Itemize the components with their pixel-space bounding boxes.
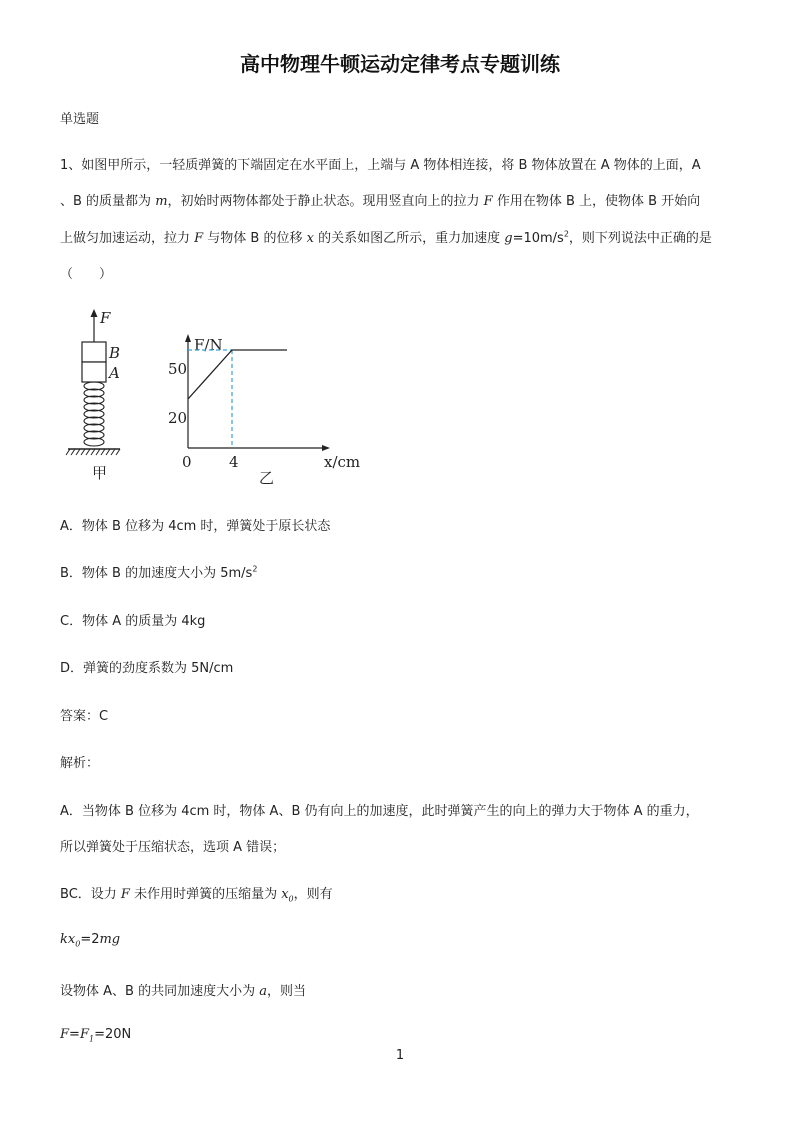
q-text: 、B 的质量都为 — [60, 194, 156, 209]
x-tick-0: 0 — [182, 453, 192, 471]
option-a: A．物体 B 位移为 4cm 时，弹簧处于原长状态 — [60, 519, 331, 534]
accel-var-a: a — [259, 984, 267, 999]
eq1-mid: =2 — [80, 932, 100, 947]
force-label: F — [100, 309, 111, 327]
page-title: 高中物理牛顿运动定律考点专题训练 — [240, 52, 560, 76]
block-a — [82, 362, 106, 382]
y-axis-label: F/N — [194, 336, 223, 354]
q-var-x: x — [306, 231, 314, 246]
eq2-F1: F — [79, 1027, 89, 1042]
q-var-m: m — [155, 194, 168, 209]
option-b-sup: 2 — [252, 564, 258, 574]
eq2-val: =20N — [94, 1027, 132, 1042]
bc-var-F: F — [120, 887, 130, 902]
bc-text: ，则有 — [293, 887, 333, 902]
question-line-3 — [60, 227, 712, 246]
analysis-a-line-1: A．当物体 B 位移为 4cm 时，物体 A、B 仍有向上的加速度，此时弹簧产生的向上的弹力大于物体 A 的重力， — [60, 804, 699, 819]
q-text: 与物体 B 的位移 — [203, 231, 307, 246]
q-text: 的关系如图乙所示，重力加速度 — [313, 231, 505, 246]
eq2-eq: = — [69, 1027, 80, 1042]
bc-text: BC．设力 — [60, 887, 121, 902]
force-displacement-line — [188, 350, 287, 399]
force-arrow-head — [91, 309, 98, 317]
bc-text: 未作用时弹簧的压缩量为 — [129, 887, 282, 902]
block-b-label: B — [109, 344, 121, 362]
q-var-F: F — [483, 194, 493, 209]
caption-yi: 乙 — [259, 469, 275, 487]
eq1-sub: 0 — [75, 939, 81, 949]
analysis-accel — [60, 980, 306, 999]
question-line-1: 1、如图甲所示，一轻质弹簧的下端固定在水平面上，上端与 A 物体相连接，将 B 物体放置在 A 物体的上面，A — [60, 158, 701, 173]
section-heading: 单选题 — [60, 112, 100, 127]
q-text: ，初始时两物体都处于静止状态。现用竖直向上的拉力 — [167, 194, 484, 209]
y-tick-20: 20 — [168, 409, 188, 427]
bc-var-x: x — [281, 887, 289, 902]
y-axis-arrow — [185, 334, 191, 342]
ground-hatch — [66, 449, 120, 455]
block-b — [82, 342, 106, 362]
bc-sub: 0 — [288, 894, 294, 904]
eq2-sub: 1 — [88, 1034, 95, 1044]
question-line-2 — [60, 190, 700, 209]
spring — [84, 382, 104, 446]
option-b — [60, 562, 257, 581]
option-b-text: B．物体 B 的加速度大小为 5m/s — [60, 566, 253, 581]
analysis-label: 解析： — [60, 756, 100, 771]
block-a-label: A — [109, 364, 120, 382]
analysis-a-line-2: 所以弹簧处于压缩状态，选项 A 错误； — [60, 840, 286, 855]
caption-jia: 甲 — [92, 464, 108, 482]
answer: 答案：C — [60, 709, 109, 724]
eq1-mg: mg — [99, 932, 121, 947]
y-tick-50: 50 — [168, 360, 188, 378]
figure — [56, 305, 366, 495]
q-var-g: g — [504, 231, 513, 246]
q-text: ，则下列说法中正确的是 — [568, 231, 712, 246]
x-tick-4: 4 — [229, 453, 239, 471]
analysis-bc — [60, 883, 333, 904]
eq1-kx: kx — [60, 932, 76, 947]
option-c: C．物体 A 的质量为 4kg — [60, 614, 206, 629]
q-gval: =10m/s — [512, 231, 564, 246]
equation-1 — [60, 932, 120, 949]
q-text: 作用在物体 B 上，使物体 B 开始向 — [492, 194, 701, 209]
accel-text: 设物体 A、B 的共同加速度大小为 — [60, 984, 260, 999]
accel-text: ，则当 — [266, 984, 306, 999]
page-number: 1 — [395, 1048, 405, 1063]
question-line-4: （ ） — [60, 267, 113, 282]
figure-jia — [66, 309, 120, 482]
eq2-F: F — [60, 1027, 70, 1042]
q-var-F: F — [194, 231, 204, 246]
option-d: D．弹簧的劲度系数为 5N/cm — [60, 661, 234, 676]
q-sup: 2 — [563, 229, 569, 239]
x-axis-arrow — [322, 445, 330, 451]
x-axis-label: x/cm — [324, 453, 361, 471]
q-text: 上做匀加速运动，拉力 — [60, 231, 195, 246]
figure-yi — [168, 334, 360, 487]
equation-2 — [60, 1027, 131, 1044]
